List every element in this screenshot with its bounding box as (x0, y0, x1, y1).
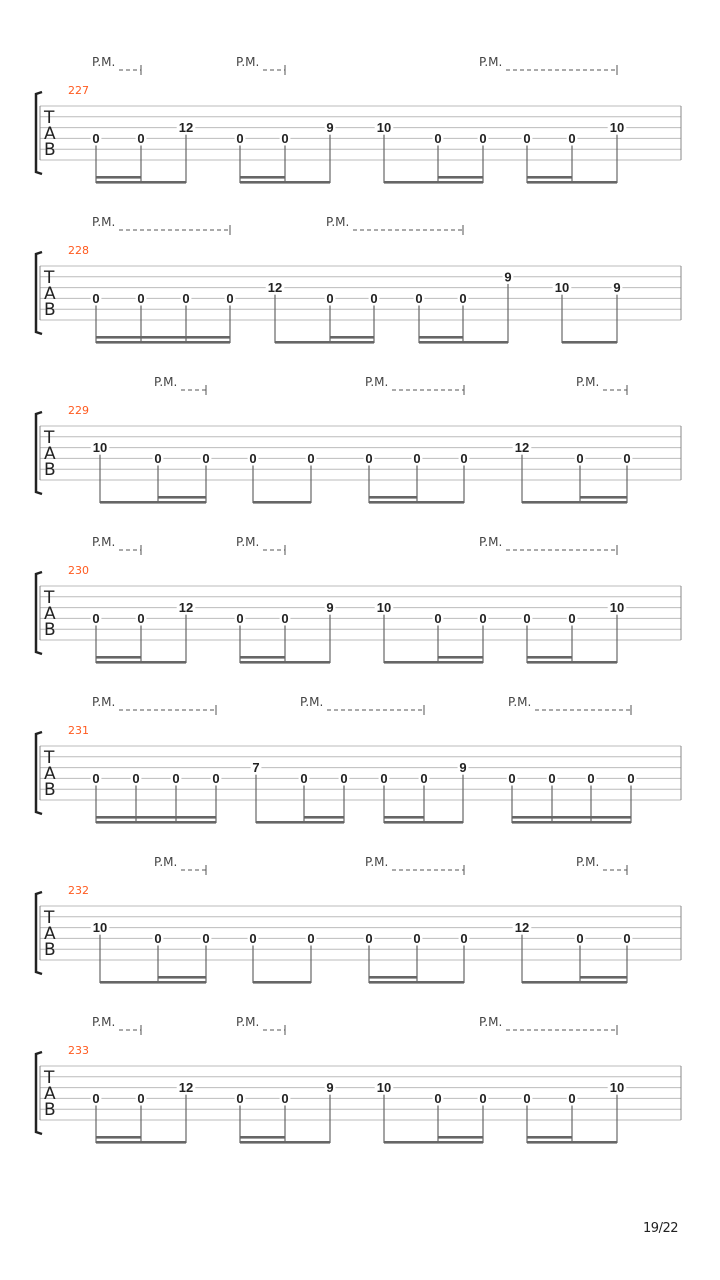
fret-number: 0 (340, 770, 348, 786)
fret-number: 9 (504, 269, 512, 285)
fret-number: 0 (434, 610, 442, 626)
fret-number: 0 (307, 930, 315, 946)
fret-number: 0 (623, 450, 631, 466)
beam (240, 1141, 330, 1144)
measure-number: 231 (68, 724, 89, 737)
fret-number: 0 (226, 290, 234, 306)
tab-clef-letter: B (44, 1100, 56, 1120)
secondary-beam (158, 496, 206, 499)
fret-number: 12 (178, 120, 194, 136)
fret-number: 0 (420, 770, 428, 786)
fret-number: 0 (249, 450, 257, 466)
palm-mute-label: P.M. (236, 535, 260, 549)
palm-mute-label: P.M. (92, 1015, 116, 1029)
palm-mute-label: P.M. (479, 1015, 503, 1029)
beam (100, 501, 206, 504)
beam (384, 1141, 483, 1144)
system-bracket (36, 892, 42, 974)
beam (240, 661, 330, 664)
measure-number: 232 (68, 884, 89, 897)
fret-number: 9 (326, 120, 334, 136)
system-bracket (36, 412, 42, 494)
fret-number: 0 (523, 610, 531, 626)
fret-number: 10 (609, 120, 625, 136)
system-bracket (36, 732, 42, 814)
tab-clef-letter: T (44, 268, 55, 288)
fret-number: 0 (568, 1090, 576, 1106)
page-number: 19/22 (643, 1221, 678, 1236)
fret-number: 0 (548, 770, 556, 786)
fret-number: 0 (281, 610, 289, 626)
secondary-beam (240, 656, 285, 659)
fret-number: 0 (479, 1090, 487, 1106)
fret-number: 12 (514, 920, 530, 936)
fret-number: 0 (202, 450, 210, 466)
secondary-beam (158, 976, 206, 979)
tab-clef-letter: B (44, 780, 56, 800)
fret-number: 0 (182, 290, 190, 306)
fret-number: 0 (370, 290, 378, 306)
fret-number: 0 (568, 610, 576, 626)
fret-number: 10 (92, 440, 108, 456)
secondary-beam (369, 496, 417, 499)
beam (384, 181, 483, 184)
fret-number: 0 (413, 930, 421, 946)
fret-number: 10 (554, 280, 570, 296)
tab-clef-letter: A (44, 764, 56, 784)
beam (419, 341, 508, 344)
measure-number: 230 (68, 564, 89, 577)
secondary-beam (527, 1136, 572, 1139)
beam (96, 341, 230, 344)
fret-number: 10 (609, 1080, 625, 1096)
palm-mute-label: P.M. (508, 695, 532, 709)
tab-clef-letter: A (44, 1084, 56, 1104)
fret-number: 0 (92, 130, 100, 146)
fret-number: 0 (202, 930, 210, 946)
fret-number: 10 (376, 1080, 392, 1096)
tab-clef-letter: A (44, 444, 56, 464)
secondary-beam (527, 656, 572, 659)
fret-number: 0 (154, 450, 162, 466)
secondary-beam (527, 176, 572, 179)
tab-clef-letter: T (44, 108, 55, 128)
palm-mute-label: P.M. (365, 375, 389, 389)
beam (275, 341, 374, 344)
beam (96, 661, 186, 664)
beam (96, 1141, 186, 1144)
fret-number: 9 (326, 600, 334, 616)
palm-mute-label: P.M. (92, 695, 116, 709)
palm-mute-label: P.M. (365, 855, 389, 869)
palm-mute-label: P.M. (92, 215, 116, 229)
fret-number: 0 (137, 610, 145, 626)
beam (562, 341, 617, 344)
secondary-beam (580, 496, 627, 499)
fret-number: 12 (178, 1080, 194, 1096)
fret-number: 0 (154, 930, 162, 946)
beam (369, 981, 464, 984)
fret-number: 10 (609, 600, 625, 616)
fret-number: 9 (613, 280, 621, 296)
palm-mute-label: P.M. (92, 535, 116, 549)
beam (384, 821, 463, 824)
system-bracket (36, 92, 42, 174)
fret-number: 10 (376, 120, 392, 136)
beam (96, 821, 216, 824)
fret-number: 0 (434, 130, 442, 146)
palm-mute-label: P.M. (154, 855, 178, 869)
palm-mute-label: P.M. (576, 855, 600, 869)
fret-number: 0 (576, 450, 584, 466)
palm-mute-label: P.M. (479, 535, 503, 549)
fret-number: 0 (249, 930, 257, 946)
fret-number: 0 (365, 930, 373, 946)
fret-number: 0 (413, 450, 421, 466)
fret-number: 12 (178, 600, 194, 616)
beam (522, 981, 627, 984)
measure-number: 228 (68, 244, 89, 257)
fret-number: 0 (137, 1090, 145, 1106)
tab-clef-letter: B (44, 940, 56, 960)
palm-mute-label: P.M. (92, 55, 116, 69)
secondary-beam (304, 816, 344, 819)
tab-clef-letter: T (44, 1068, 55, 1088)
fret-number: 0 (92, 610, 100, 626)
palm-mute-label: P.M. (236, 55, 260, 69)
beam (527, 1141, 617, 1144)
tab-clef-letter: T (44, 428, 55, 448)
tab-clef-letter: B (44, 620, 56, 640)
secondary-beam (384, 816, 424, 819)
beam (100, 981, 206, 984)
fret-number: 0 (415, 290, 423, 306)
fret-number: 0 (236, 1090, 244, 1106)
fret-number: 0 (92, 1090, 100, 1106)
fret-number: 0 (300, 770, 308, 786)
fret-number: 0 (281, 1090, 289, 1106)
fret-number: 0 (479, 130, 487, 146)
fret-number: 0 (281, 130, 289, 146)
palm-mute-label: P.M. (479, 55, 503, 69)
fret-number: 0 (523, 1090, 531, 1106)
beam (369, 501, 464, 504)
fret-number: 7 (252, 760, 260, 776)
secondary-beam (512, 816, 631, 819)
fret-number: 0 (479, 610, 487, 626)
fret-number: 0 (132, 770, 140, 786)
tab-clef-letter: B (44, 460, 56, 480)
tab-clef-letter: B (44, 300, 56, 320)
tab-clef-letter: T (44, 748, 55, 768)
fret-number: 9 (326, 1080, 334, 1096)
system-bracket (36, 1052, 42, 1134)
fret-number: 0 (587, 770, 595, 786)
fret-number: 9 (459, 760, 467, 776)
fret-number: 0 (307, 450, 315, 466)
fret-number: 12 (514, 440, 530, 456)
fret-number: 0 (326, 290, 334, 306)
fret-number: 0 (460, 450, 468, 466)
secondary-beam (580, 976, 627, 979)
secondary-beam (438, 656, 483, 659)
beam (512, 821, 631, 824)
fret-number: 0 (172, 770, 180, 786)
fret-number: 0 (236, 130, 244, 146)
fret-number: 0 (137, 130, 145, 146)
palm-mute-label: P.M. (300, 695, 324, 709)
tab-clef-letter: A (44, 924, 56, 944)
secondary-beam (96, 1136, 141, 1139)
measure-number: 233 (68, 1044, 89, 1057)
fret-number: 0 (576, 930, 584, 946)
fret-number: 0 (623, 930, 631, 946)
beam (256, 821, 344, 824)
secondary-beam (96, 176, 141, 179)
system-bracket (36, 572, 42, 654)
secondary-beam (96, 336, 230, 339)
secondary-beam (369, 976, 417, 979)
fret-number: 0 (434, 1090, 442, 1106)
measure-number: 227 (68, 84, 89, 97)
secondary-beam (96, 816, 216, 819)
fret-number: 0 (137, 290, 145, 306)
fret-number: 12 (267, 280, 283, 296)
secondary-beam (96, 656, 141, 659)
tab-clef-letter: T (44, 908, 55, 928)
beam (96, 181, 186, 184)
secondary-beam (438, 176, 483, 179)
measure-number: 229 (68, 404, 89, 417)
tab-clef-letter: A (44, 284, 56, 304)
secondary-beam (438, 1136, 483, 1139)
fret-number: 0 (627, 770, 635, 786)
fret-number: 0 (236, 610, 244, 626)
tab-clef-letter: A (44, 604, 56, 624)
palm-mute-label: P.M. (236, 1015, 260, 1029)
secondary-beam (240, 176, 285, 179)
beam (522, 501, 627, 504)
secondary-beam (240, 1136, 285, 1139)
tab-clef-letter: B (44, 140, 56, 160)
fret-number: 0 (508, 770, 516, 786)
fret-number: 0 (523, 130, 531, 146)
fret-number: 10 (376, 600, 392, 616)
fret-number: 0 (212, 770, 220, 786)
secondary-beam (330, 336, 374, 339)
tab-clef-letter: A (44, 124, 56, 144)
secondary-beam (419, 336, 463, 339)
beam (253, 501, 311, 504)
fret-number: 10 (92, 920, 108, 936)
beam (384, 661, 483, 664)
beam (240, 181, 330, 184)
fret-number: 0 (365, 450, 373, 466)
fret-number: 0 (460, 930, 468, 946)
beam (527, 181, 617, 184)
fret-number: 0 (92, 770, 100, 786)
beam (527, 661, 617, 664)
fret-number: 0 (92, 290, 100, 306)
beam (253, 981, 311, 984)
palm-mute-label: P.M. (154, 375, 178, 389)
fret-number: 0 (380, 770, 388, 786)
tab-clef-letter: T (44, 588, 55, 608)
fret-number: 0 (568, 130, 576, 146)
system-bracket (36, 252, 42, 334)
fret-number: 0 (459, 290, 467, 306)
palm-mute-label: P.M. (326, 215, 350, 229)
palm-mute-label: P.M. (576, 375, 600, 389)
